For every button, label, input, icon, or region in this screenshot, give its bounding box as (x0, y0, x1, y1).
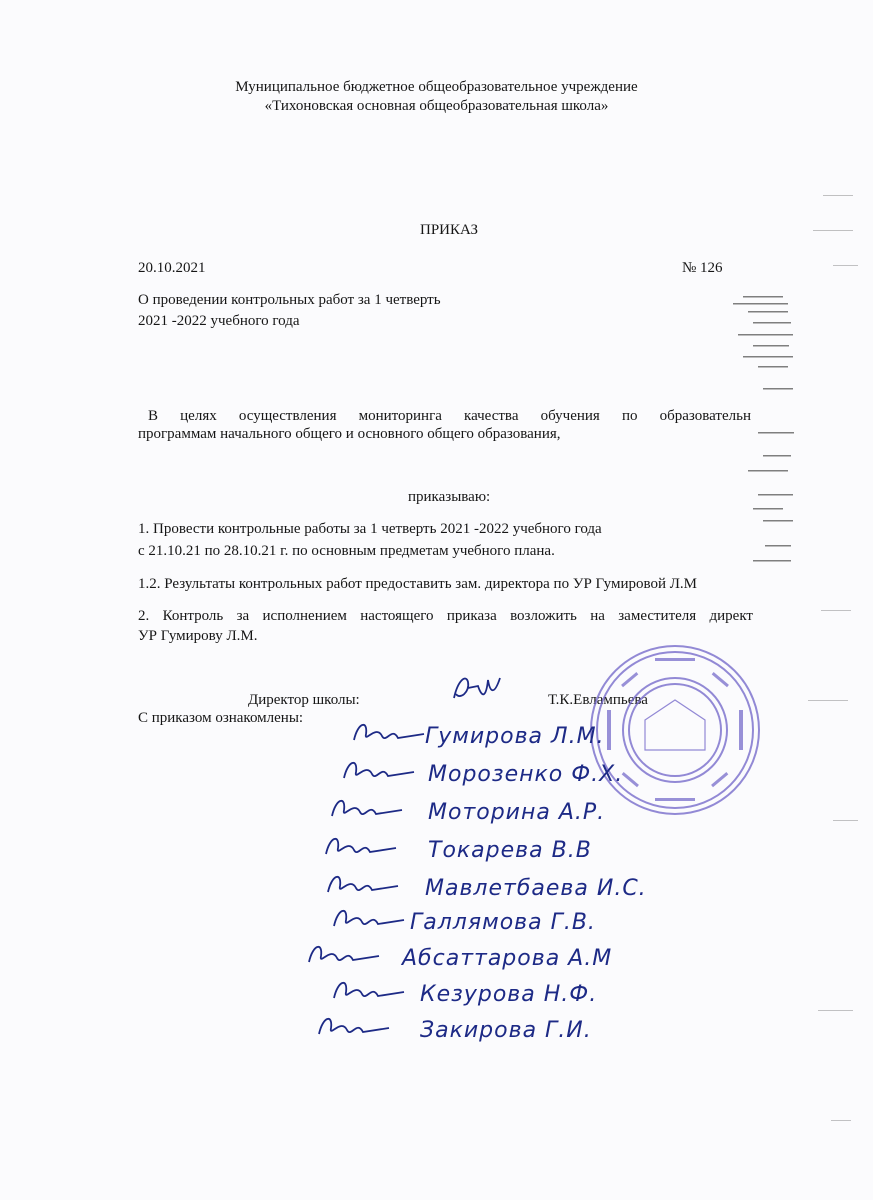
signature-initials (340, 754, 420, 788)
scan-artifact-edge (703, 0, 873, 1200)
item3-line2: УР Гумирову Л.М. (138, 628, 258, 644)
signature-initials (305, 938, 385, 972)
handwritten-name: Морозенко Ф.Х. (428, 762, 624, 787)
handwritten-name: Гумирова Л.М. (425, 724, 605, 749)
signature-initials (322, 830, 402, 864)
director-signature (448, 670, 508, 708)
handwritten-name: Кезурова Н.Ф. (420, 982, 598, 1007)
document-title: ПРИКАЗ (420, 222, 478, 238)
handwritten-name: Токарева В.В (428, 838, 592, 863)
item3-line1: 2. Контроль за исполнением настоящего приказа возложить на заместителя директ (138, 608, 753, 624)
acknowledged-label: С приказом ознакомлены: (138, 710, 304, 726)
preamble-line2: программам начального общего и основного общего образования, (138, 426, 561, 442)
official-stamp (585, 640, 765, 820)
order-subject-line2: 2021 -2022 учебного года (138, 313, 300, 329)
signature-initials (350, 716, 430, 750)
handwritten-name: Закирова Г.И. (420, 1018, 592, 1043)
signature-initials (330, 902, 410, 936)
order-date: 20.10.2021 (138, 260, 206, 276)
order-number: № 126 (682, 260, 723, 276)
signature-initials (330, 974, 410, 1008)
handwritten-name: Галлямова Г.В. (410, 910, 596, 935)
director-name: Т.К.Евлампьева (548, 692, 648, 708)
item1-line1: 1. Провести контрольные работы за 1 четверть 2021 -2022 учебного года (138, 521, 602, 537)
item1-line2: с 21.10.21 по 28.10.21 г. по основным предметам учебного плана. (138, 543, 555, 559)
handwritten-name: Абсаттарова А.М (402, 946, 613, 971)
signature-initials (315, 1010, 395, 1044)
signature-initials (324, 868, 404, 902)
institution-name-line1: Муниципальное бюджетное общеобразовательное учреждение (235, 79, 638, 95)
institution-name-line2: «Тихоновская основная общеобразовательная школа» (264, 98, 609, 114)
handwritten-name: Мавлетбаева И.С. (425, 876, 647, 901)
item2: 1.2. Результаты контрольных работ предоставить зам. директора по УР Гумировой Л.М (138, 576, 697, 592)
order-subject-line1: О проведении контрольных работ за 1 четверть (138, 292, 441, 308)
director-label: Директор школы: (248, 692, 360, 708)
decree-word: приказываю: (408, 489, 491, 505)
signature-initials (328, 792, 408, 826)
preamble-line1: В целях осуществления мониторинга качества обучения по образовательн (148, 408, 751, 424)
handwritten-name: Моторина А.Р. (428, 800, 606, 825)
